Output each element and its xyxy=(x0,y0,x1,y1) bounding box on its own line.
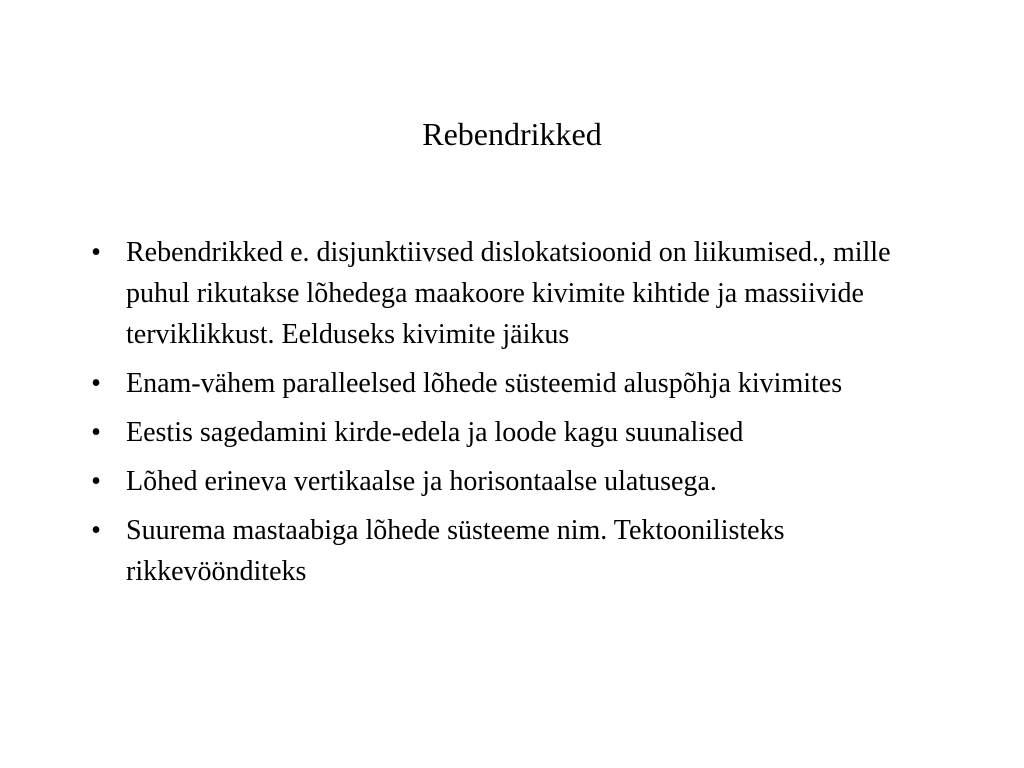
bullet-text: Suurema mastaabiga lõhede süsteeme nim. Tektoonilisteks rikkevöönditeks xyxy=(126,515,785,587)
bullet-marker: • xyxy=(91,466,101,497)
bullet-item xyxy=(86,412,956,453)
bullet-marker: • xyxy=(91,368,101,399)
bullet-item xyxy=(86,232,956,355)
bullet-text: Lõhed erineva vertikaalse ja horisontaalse ulatusega. xyxy=(126,466,717,497)
bullet-item xyxy=(86,363,956,404)
bullet-text: Rebendrikked e. disjunktiivsed dislokatsioonid on liikumised., mille puhul rikutakse lõhedega maakoore kivimite kihtide ja massiivide terviklikkust. Eelduseks kivimite jäikus xyxy=(126,237,891,350)
bullet-item xyxy=(86,461,956,502)
bullet-list xyxy=(86,232,956,600)
bullet-marker: • xyxy=(91,417,101,448)
slide-title: Rebendrikked xyxy=(422,116,602,152)
bullet-item xyxy=(86,510,956,592)
bullet-marker: • xyxy=(91,515,101,546)
bullet-text: Eestis sagedamini kirde-edela ja loode kagu suunalised xyxy=(126,417,744,448)
bullet-text: Enam-vähem paralleelsed lõhede süsteemid aluspõhja kivimites xyxy=(126,368,843,399)
bullet-marker: • xyxy=(91,237,101,268)
